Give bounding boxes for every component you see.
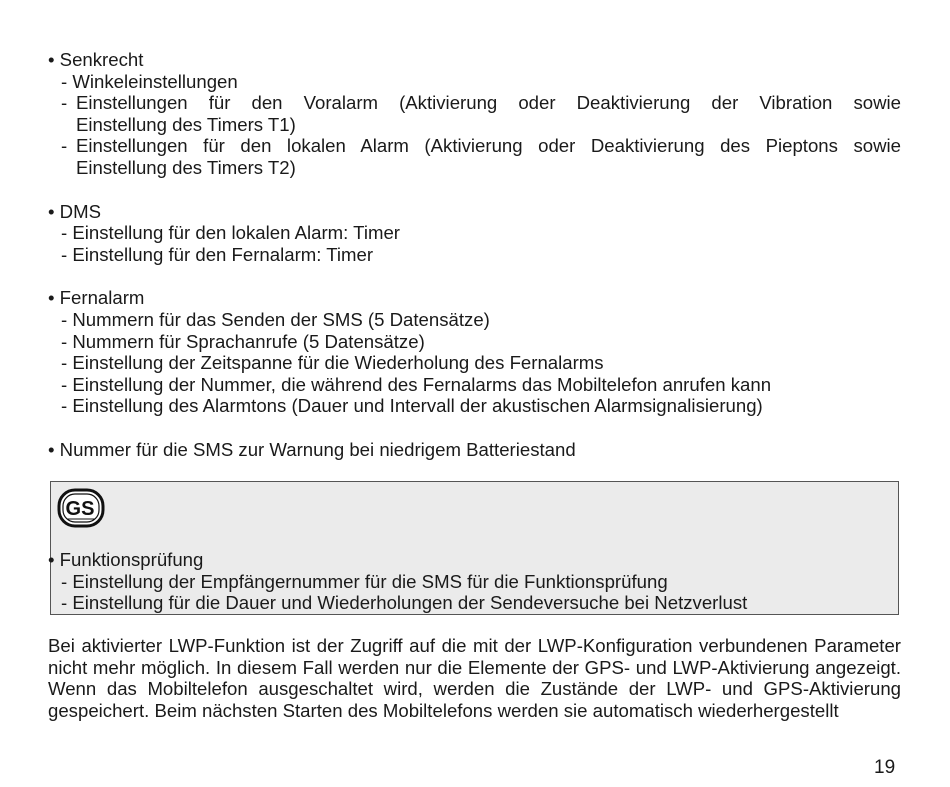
gs-certification-icon — [57, 488, 105, 528]
list-item: - Winkeleinstellungen — [61, 70, 238, 92]
body-paragraph: Bei aktivierter LWP-Funktion ist der Zugriff auf die mit der LWP-Konfiguration verbundenen Parameter nicht mehr möglich. In diesem Fall werden nur die Elemente der GPS- und LWP-Aktivierung angezeigt. Wenn das Mobiltelefon ausgeschaltet wird, werden die Zustände der LWP- und GPS-Aktivierung gespeichert. Beim nächsten Starten des Mobiltelefons werden sie automatisch wiederhergestellt — [48, 635, 901, 721]
dash-marker: - — [61, 135, 68, 157]
list-item — [61, 135, 901, 157]
section-title-fernalarm: • Fernalarm — [48, 287, 145, 309]
section-title-dms: • DMS — [48, 200, 101, 222]
list-item: - Einstellung der Nummer, die während des Fernalarms das Mobiltelefon anrufen kann — [61, 373, 772, 395]
list-item: - Einstellung der Zeitspanne für die Wiederholung des Fernalarms — [61, 352, 604, 374]
page-number: 19 — [874, 757, 896, 778]
list-item-continuation: Einstellung des Timers T1) — [76, 113, 296, 135]
gs-info-box — [50, 481, 899, 615]
dash-marker: - — [61, 92, 68, 114]
list-item: - Einstellung der Empfängernummer für die SMS für die Funktionsprüfung — [61, 570, 668, 592]
list-item: - Einstellung für den Fernalarm: Timer — [61, 243, 374, 265]
gs-logo-letters: GS — [65, 498, 95, 520]
list-item: - Einstellung für den lokalen Alarm: Timer — [61, 222, 400, 244]
list-item: - Einstellung für die Dauer und Wiederholungen der Sendeversuche bei Netzverlust — [61, 592, 748, 614]
settings-list — [48, 49, 901, 461]
list-item-continuation: Einstellung des Timers T2) — [76, 156, 296, 178]
list-item: - Einstellung des Alarmtons (Dauer und Intervall der akustischen Alarmsignalisierung) — [61, 395, 763, 417]
section-title-funktionspruefung: • Funktionsprüfung — [48, 549, 204, 570]
section-title-senkrecht: • Senkrecht — [48, 49, 144, 70]
list-item-text: Einstellungen für den lokalen Alarm (Aktivierung oder Deaktivierung des Pieptons sowie — [76, 135, 901, 157]
list-item-text: Einstellungen für den Voralarm (Aktivierung oder Deaktivierung der Vibration sowie — [76, 92, 901, 114]
list-item — [61, 92, 901, 114]
section-title-battery: • Nummer für die SMS zur Warnung bei niedrigem Batteriestand — [48, 438, 576, 460]
list-item: - Nummern für Sprachanrufe (5 Datensätze) — [61, 330, 425, 352]
list-item: - Nummern für das Senden der SMS (5 Datensätze) — [61, 308, 490, 330]
